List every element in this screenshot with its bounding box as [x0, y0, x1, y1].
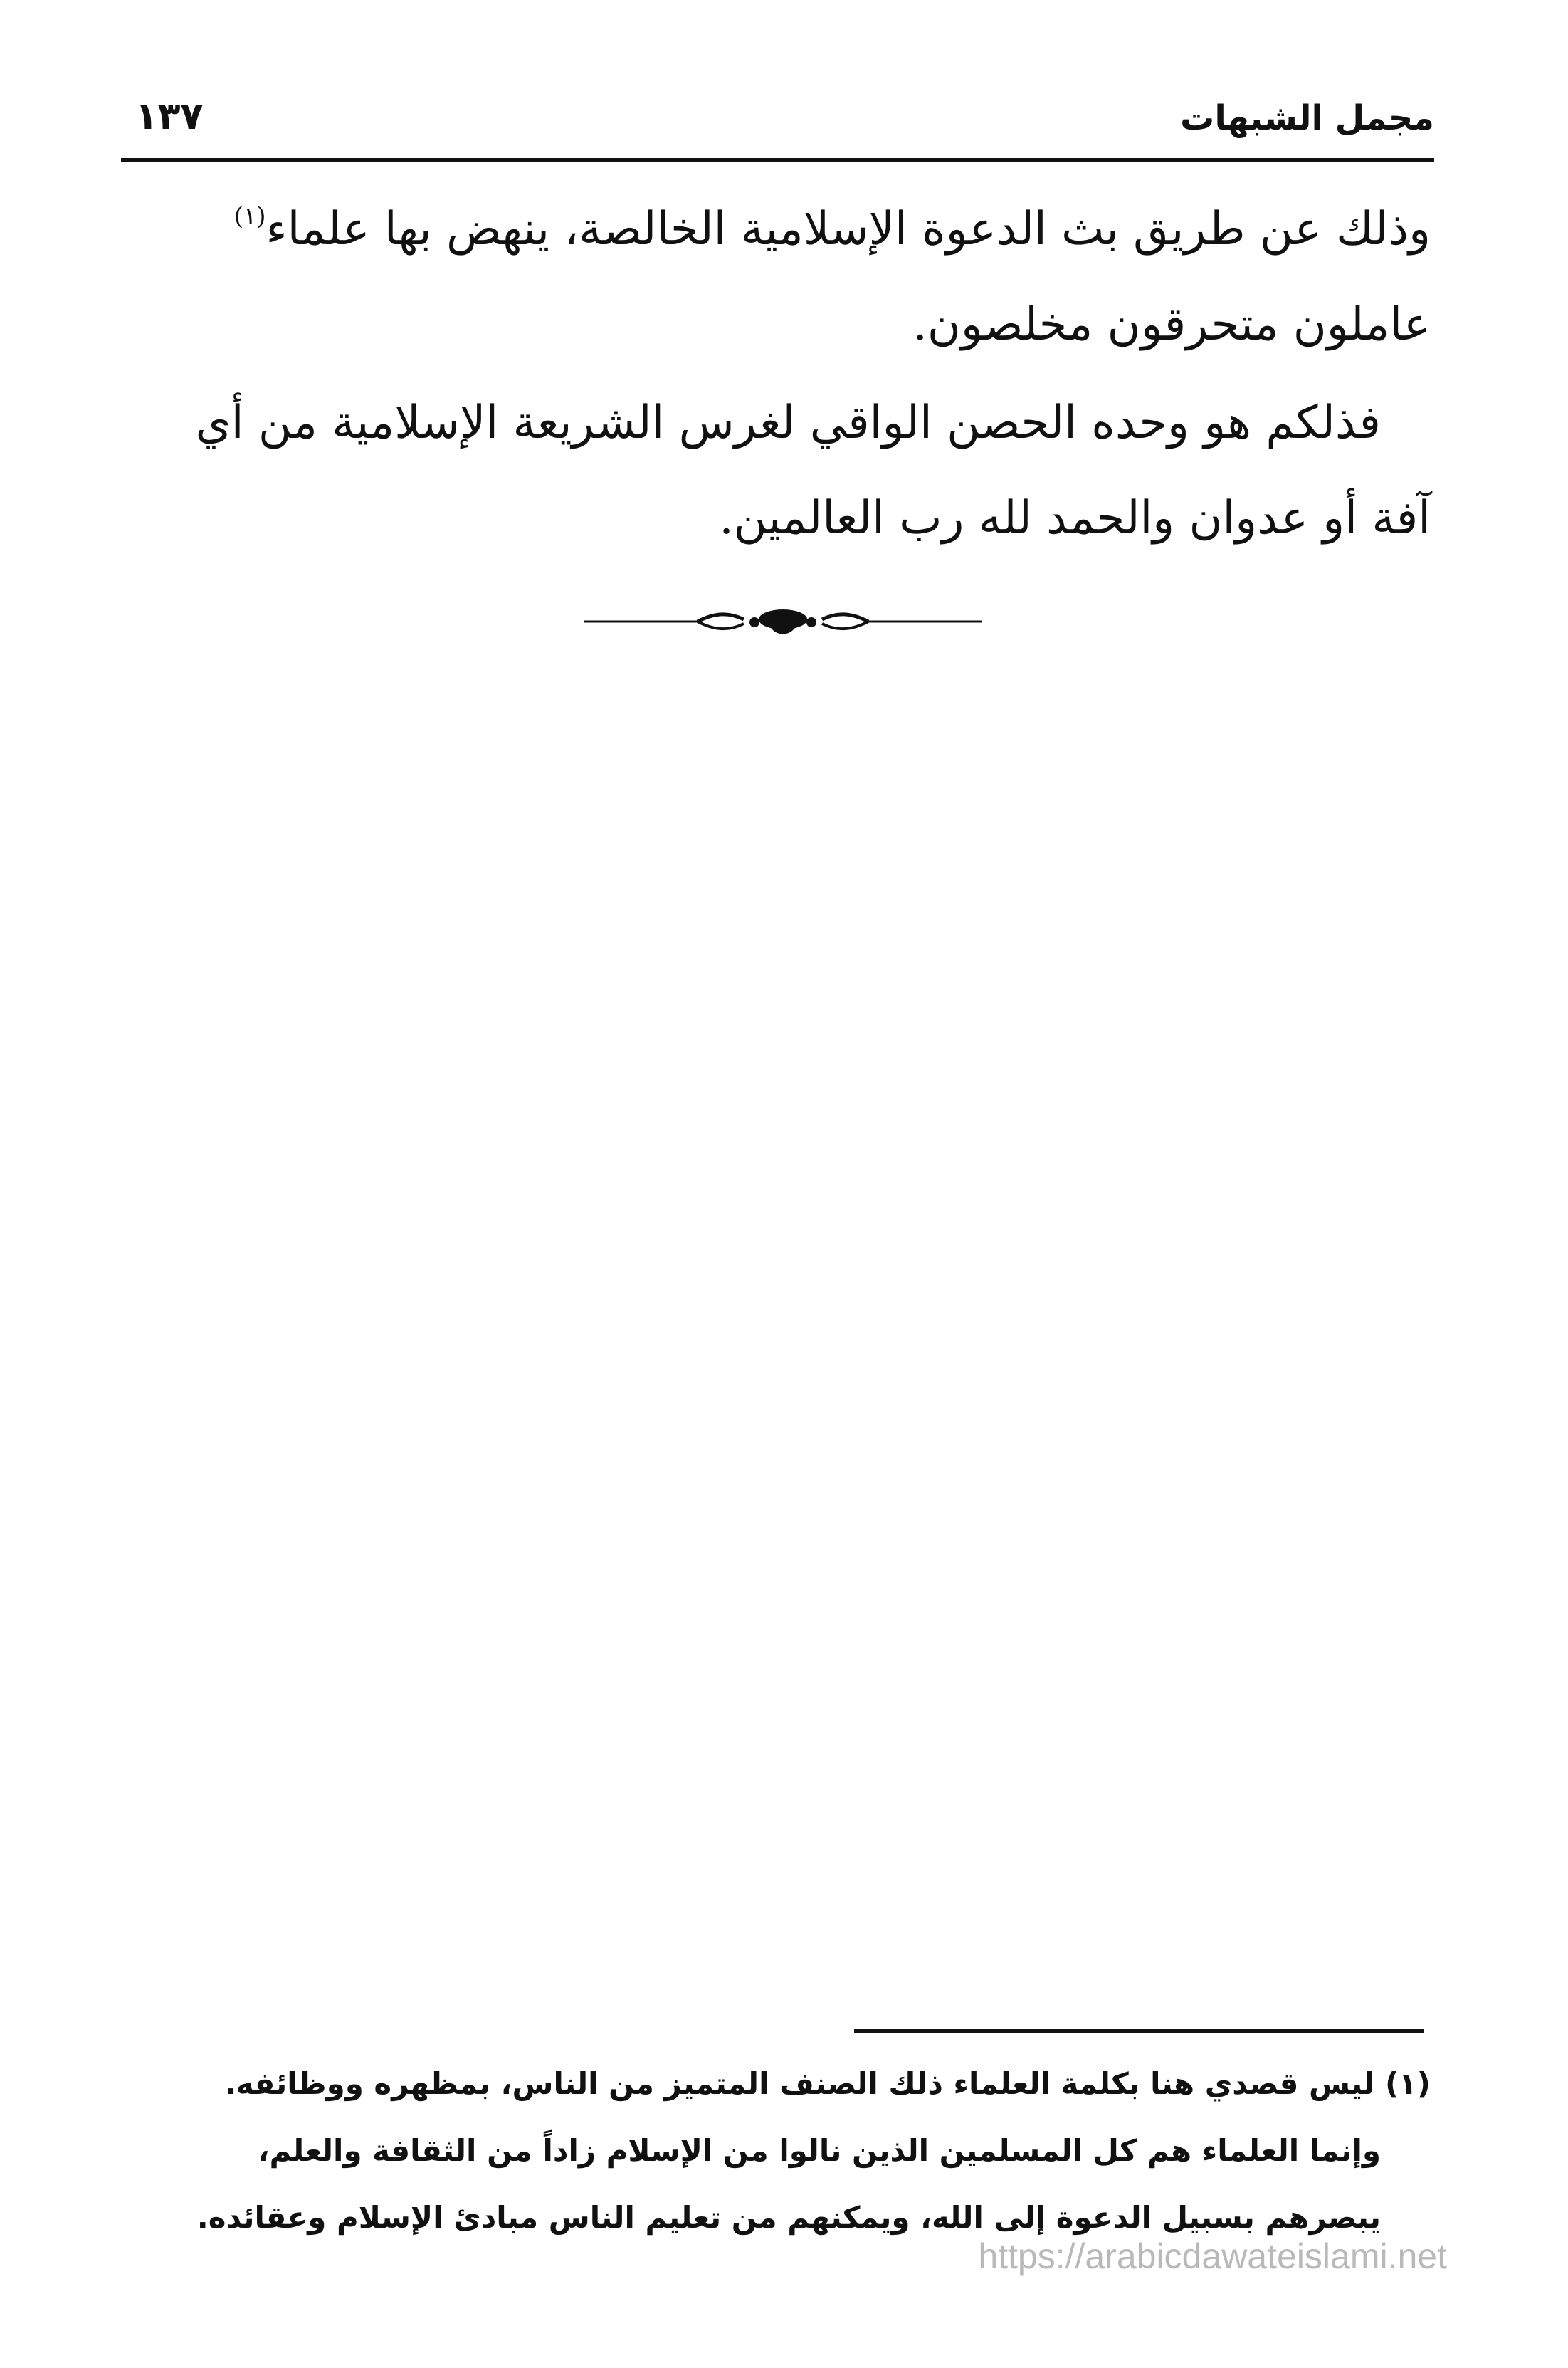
- footnote-line-2: وإنما العلماء هم كل المسلمين الذين نالوا من الإسلام زاداً من الثقافة والعلم،: [258, 2133, 1381, 2168]
- footnote-separator: [854, 2029, 1424, 2033]
- paragraph-2: [125, 375, 1431, 566]
- footnote-line-3: يبصرهم بسبيل الدعوة إلى الله، ويمكنهم من تعليم الناس مبادئ الإسلام وعقائده.: [196, 2200, 1381, 2235]
- main-text: [125, 182, 1431, 566]
- paragraph-2-line-2: آفة أو عدوان والحمد لله رب العالمين.: [719, 492, 1431, 545]
- footnotes: [121, 2050, 1431, 2251]
- source-watermark: https://arabicdawateislami.net: [978, 2236, 1447, 2276]
- paragraph-1-line-1: [125, 182, 1431, 277]
- paragraph-1: [125, 182, 1431, 372]
- header-rule: [121, 158, 1434, 162]
- paragraph-1-text: وذلك عن طريق بث الدعوة الإسلامية الخالصة، ينهض بها علماء: [265, 203, 1431, 256]
- page-number: ١٣٧: [135, 95, 204, 138]
- header-title: مجمل الشبهات: [1180, 98, 1434, 138]
- paragraph-1-line-2: عاملون متحرقون مخلصون.: [912, 298, 1431, 351]
- footnote-line-1: (١) ليس قصدي هنا بكلمة العلماء ذلك الصنف المتميز من الناس، بمظهره ووظائفه.: [224, 2066, 1431, 2101]
- section-end-ornament: [584, 605, 982, 638]
- paragraph-2-line-1: فذلكم هو وحده الحصن الواقي لغرس الشريعة الإسلامية من أي: [195, 397, 1381, 449]
- footnote-reference[interactable]: (١): [233, 202, 266, 231]
- running-header: [121, 93, 1434, 157]
